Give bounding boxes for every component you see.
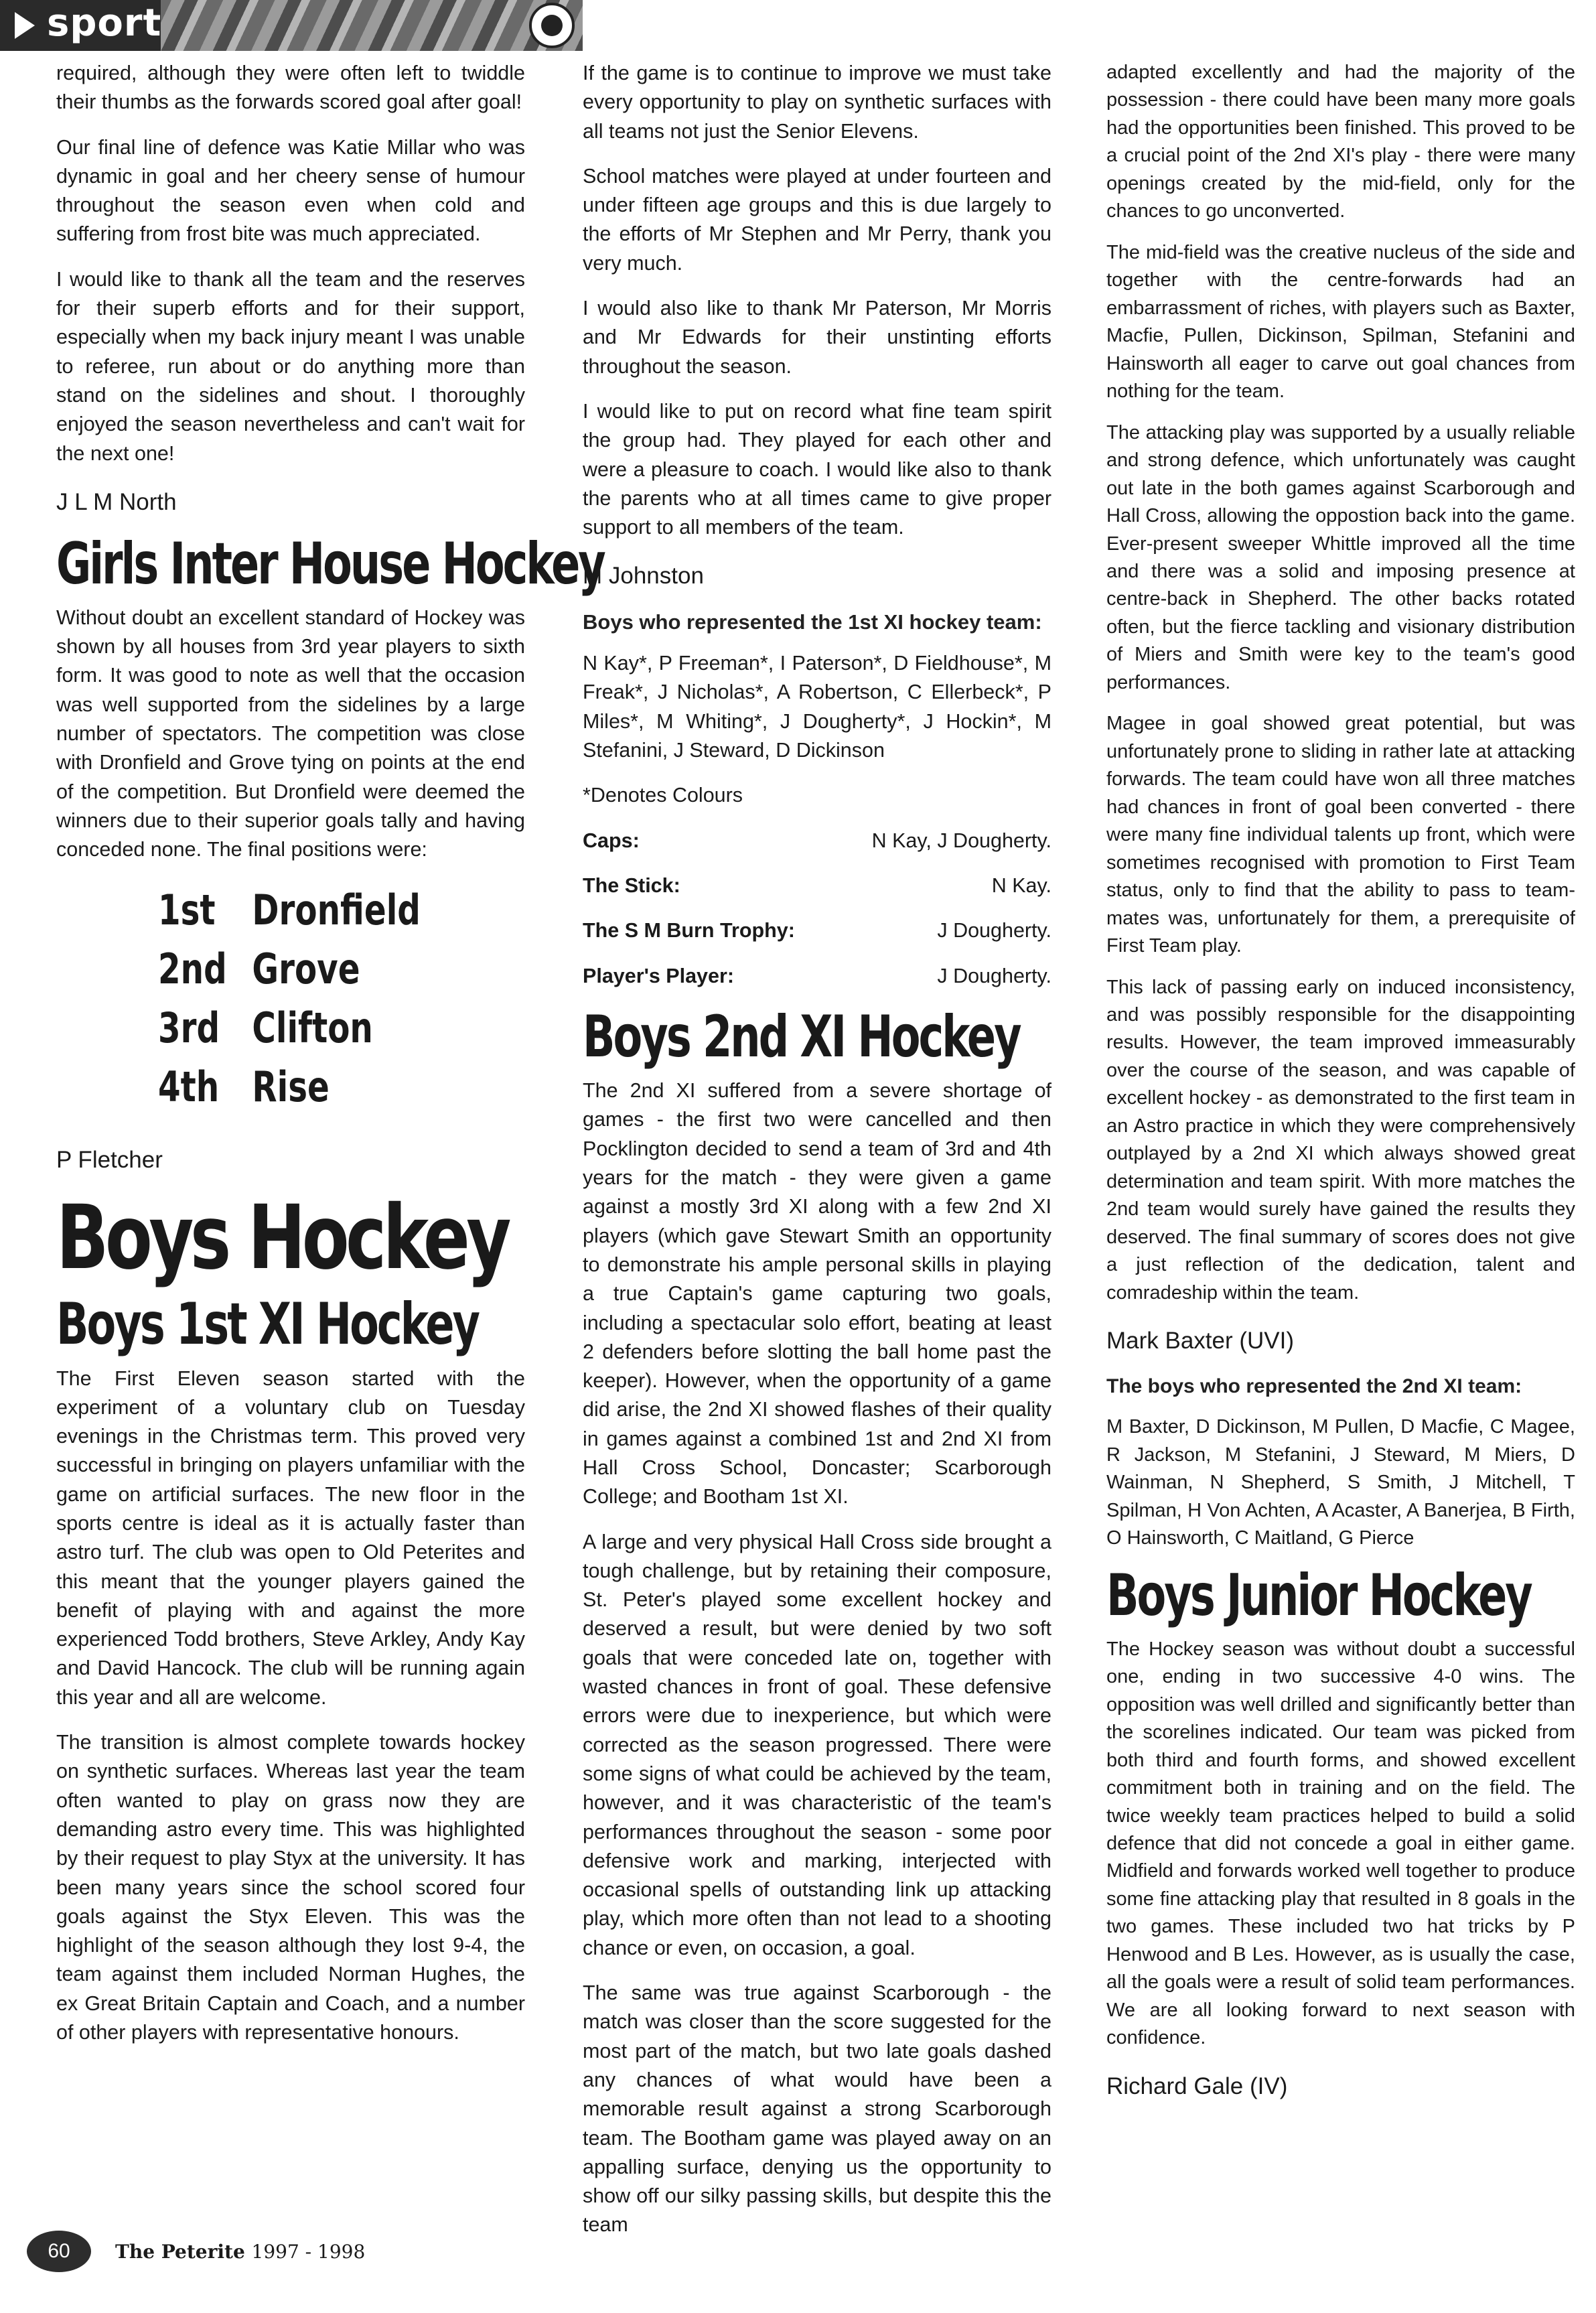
author-signature: M Johnston [583, 563, 704, 589]
award-value: J Dougherty. [937, 964, 1051, 987]
section-banner [0, 0, 583, 51]
position-row [158, 999, 444, 1058]
author-signature: Richard Gale (IV) [1106, 2073, 1288, 2099]
paragraph: This lack of passing early on induced inconsistency, and was possibly responsible for the disappointing results. However, the team improved immeasurably over the course of the season, and was capable of excellent hockey - as demonstrated to the first team in an Astro practice in which they were comprehensively outplayed by a 2nd XI which always showed great determination and team spirit. With more matches the 2nd team would surely have gained the results they deserved. The final summary of scores does not give a just reflection of the dedication, talent and comradeship within the team. [1106, 976, 1575, 1304]
paragraph: If the game is to continue to improve we must take every opportunity to play on synthetic surfaces with all teams not just the Senior Elevens. [583, 62, 1051, 143]
final-positions [158, 881, 525, 1117]
position-place: 4th [158, 1062, 220, 1111]
team-list-heading: Boys who represented the 1st XI hockey team: [583, 610, 1042, 634]
award-label: Caps: [583, 829, 640, 852]
author-signature: J L M North [56, 488, 177, 515]
team-list: M Baxter, D Dickinson, M Pullen, D Macfie, C Magee, R Jackson, M Stefanini, J Steward, M Miers, D Wainman, N Shepherd, S Smith, J Mitchell, T Spilman, H Von Achten, A Acaster, A Banerjea, B Firth, O Hainsworth, C Maitland, G Pierce [1106, 1416, 1575, 1549]
award-label: The S M Burn Trophy: [583, 919, 795, 942]
column-3 [1106, 59, 1575, 2118]
publication-name: The Peterite [115, 2240, 245, 2263]
paragraph: required, although they were often left to twiddle their thumbs as the forwards scored goal after goal! [56, 62, 525, 114]
paragraph: Without doubt an excellent standard of Hockey was shown by all houses from 3rd year players to sixth form. It was good to note as well that the occasion was well supported from the sidelines by a large number of spectators. The competition was close with Dronfield and Grove tying on points at the end of the competition. But Dronfield were deemed the winners due to their superior goals tally and having conceded none. The final positions were: [56, 606, 525, 861]
position-place: 1st [158, 885, 216, 934]
award-value: N Kay, J Dougherty. [871, 829, 1051, 852]
position-house: Rise [252, 1062, 330, 1111]
hockey-ball-icon [529, 3, 575, 48]
paragraph: The Hockey season was without doubt a successful one, ending in two successive 4-0 wins. The opposition was well drilled and significantly better than the scorelines indicated. Our team was picked from both third and fourth forms, and showed excellent commitment both in training and on the field. The twice weekly team practices helped to build a solid defence that did not concede a goal in either game. Midfield and forwards worked well together to produce some fine attacking play that resulted in 8 goals in the two games. These included two hat tricks by P Henwood and B Les. However, as is usually the case, all the goals were a result of solid team performances. We are all looking forward to next season with confidence. [1106, 1638, 1575, 2049]
boys-hockey-heading: Boys Hockey [56, 1186, 508, 1290]
award-value: J Dougherty. [937, 919, 1051, 942]
section-label: sport [47, 1, 162, 45]
award-label: The Stick: [583, 873, 680, 897]
position-row [158, 1058, 444, 1117]
paragraph: The attacking play was supported by a usually reliable and strong defence, which unfortunately was caught out late in the both games against Scarborough and Hall Cross, allowing the oppostion back into the game. Ever-present sweeper Whittle improved all the time and there was a solid and imposing presence at centre-back in Shepherd. The other backs rotated often, but the fierce tackling and visionary distribution of Miers and Smith were key to the team's good performances. [1106, 421, 1575, 693]
award-row [583, 827, 1051, 855]
paragraph: The same was true against Scarborough - the match was closer than the score suggested for the most part of the match, but two late goals dashed any chances of what would have been a memorable result against a strong Scarborough team. The Bootham game was played away on an appalling surface, denying us the opportunity to show off our silky passing skills, but despite this the team [583, 1981, 1051, 2237]
award-label: Player's Player: [583, 964, 734, 987]
paragraph: I would also like to thank Mr Paterson, Mr Morris and Mr Edwards for their unstinting efforts throughout the season. [583, 297, 1051, 378]
paragraph: The transition is almost complete towards hockey on synthetic surfaces. Whereas last year the team often wanted to play on grass now they are demanding astro every time. This was highlighted by their request to play Styx at the university. It has been many years since the school scored four goals against the Styx Eleven. This was the highlight of the season although they lost 9-4, the team against them included Norman Hughes, the ex Great Britain Captain and Coach, and a number of other players with representative honours. [56, 1731, 525, 2044]
paragraph: The mid-field was the creative nucleus of the side and together with the centre-forwards had an embarrassment of riches, with players such as Baxter, Macfie, Pullen, Dickinson, Spilman, Stefanini and Hainsworth all eager to carve out goal chances from nothing for the team. [1106, 241, 1575, 403]
team-list-heading: The boys who represented the 2nd XI team: [1106, 1375, 1522, 1398]
paragraph: I would like to put on record what fine team spirit the group had. They played for each other and were a pleasure to coach. I would like also to thank the parents who at all times came to give proper support to all members of the team. [583, 399, 1051, 539]
position-row [158, 881, 444, 940]
position-row [158, 940, 444, 999]
page-number: 60 [27, 2231, 91, 2272]
column-2 [583, 59, 1051, 2256]
paragraph: The 2nd XI suffered from a severe shortage of games - the first two were cancelled and then Pocklington decided to send a team of 3rd and 4th years for the match - they were given a game against a mostly 3rd XI along with a few 2nd XI players (which gave Stewart Smith an opportunity to demonstrate his ample personal skills in playing a true Captain's game capturing two goals, including a spectacular solo effort, beating at least 2 defenders before slotting the ball home past the keeper). However, when the opportunity of a game did arise, the 2nd XI showed flashes of their quality in games against a combined 1st and 2nd XI from Hall Cross School, Doncaster; Scarborough College; and Bootham 1st XI. [583, 1079, 1051, 1509]
paragraph: A large and very physical Hall Cross side brought a tough challenge, but by retaining their composure, St. Peter's played some excellent hockey and deserved a result, but were denied by two soft goals that were conceded late on, together with wasted chances in front of goal. These defensive errors were due to inexperience, but which were corrected as the season progressed. There were some signs of what could be achieved by the team, however, and it was characteristic of the team's performances throughout the season - some poor defensive work and marking, interjected with occasional spells of outstanding link up attacking play, which more often than not lead to a shooting chance or even, on occasion, a goal. [583, 1530, 1051, 1959]
paragraph: The First Eleven season started with the experiment of a voluntary club on Tuesday evenings in the Christmas term. This proved very successful in bringing on players unfamiliar with the game on artificial surfaces. The new floor in the sports centre is ideal as it is actually faster than astro turf. The club was open to Old Peterites and this meant that the younger players gained the benefit of playing with and against the more experienced Todd brothers, Steve Arkley, Andy Kay and David Hancock. The club will be running again this year and all are welcome. [56, 1366, 525, 1709]
publication-years: 1997 - 1998 [251, 2240, 366, 2263]
arrow-icon [15, 12, 35, 39]
girls-hockey-heading: Girls Inter House Hockey [56, 530, 604, 598]
position-house: Dronfield [252, 885, 421, 934]
award-row [583, 962, 1051, 991]
award-value: N Kay. [991, 873, 1051, 897]
paragraph: School matches were played at under fourteen and under fifteen age groups and this is due largely to the efforts of Mr Stephen and Mr Perry, thank you very much. [583, 164, 1051, 275]
boys-junior-heading: Boys Junior Hockey [1106, 1562, 1531, 1630]
award-row [583, 916, 1051, 945]
paragraph: Magee in goal showed great potential, but was unfortunately prone to sliding in rather late at attacking forwards. The team could have won all three matches had chances in front of goal been converted - there were many fine individual talents up front, which were sometimes recognised with promotion to First Team status, only to find that the ability to pass to team-mates was, unfortunately for them, a prerequisite of First Team play. [1106, 713, 1575, 957]
team-list: N Kay*, P Freeman*, I Paterson*, D Fieldhouse*, M Freak*, J Nicholas*, A Robertson, C Ellerbeck*, P Miles*, M Whiting*, J Dougherty*, J Hockin*, M Stefanini, J Steward, D Dickinson [583, 652, 1051, 762]
page-footer [27, 2231, 365, 2272]
publication-title [115, 2241, 365, 2263]
colours-note: *Denotes Colours [583, 784, 743, 807]
paragraph: adapted excellently and had the majority of the possession - there could have been many more goals had the opportunities been finished. This proved to be a crucial point of the 2nd XI's play - there were many openings created by the mid-field, only for the chances to go unconverted. [1106, 62, 1575, 222]
position-place: 3rd [158, 1003, 220, 1052]
position-house: Grove [252, 944, 360, 993]
boys-1st-xi-heading: Boys 1st XI Hockey [56, 1291, 479, 1358]
author-signature: P Fletcher [56, 1146, 163, 1173]
award-row [583, 871, 1051, 900]
paragraph: Our final line of defence was Katie Millar who was dynamic in goal and her cheery sense of humour throughout the season even when cold and suffering from frost bite was much appreciated. [56, 135, 525, 246]
boys-2nd-xi-heading: Boys 2nd XI Hockey [583, 1003, 1020, 1070]
paragraph: I would like to thank all the team and the reserves for their superb efforts and for their support, especially when my back injury meant I was unable to referee, run about or do anything more than stand on the sidelines and shout. I thoroughly enjoyed the season nevertheless and can't wait for the next one! [56, 267, 525, 465]
author-signature: Mark Baxter (UVI) [1106, 1328, 1295, 1354]
position-place: 2nd [158, 944, 227, 993]
position-house: Clifton [252, 1003, 373, 1052]
column-1 [56, 59, 604, 2063]
